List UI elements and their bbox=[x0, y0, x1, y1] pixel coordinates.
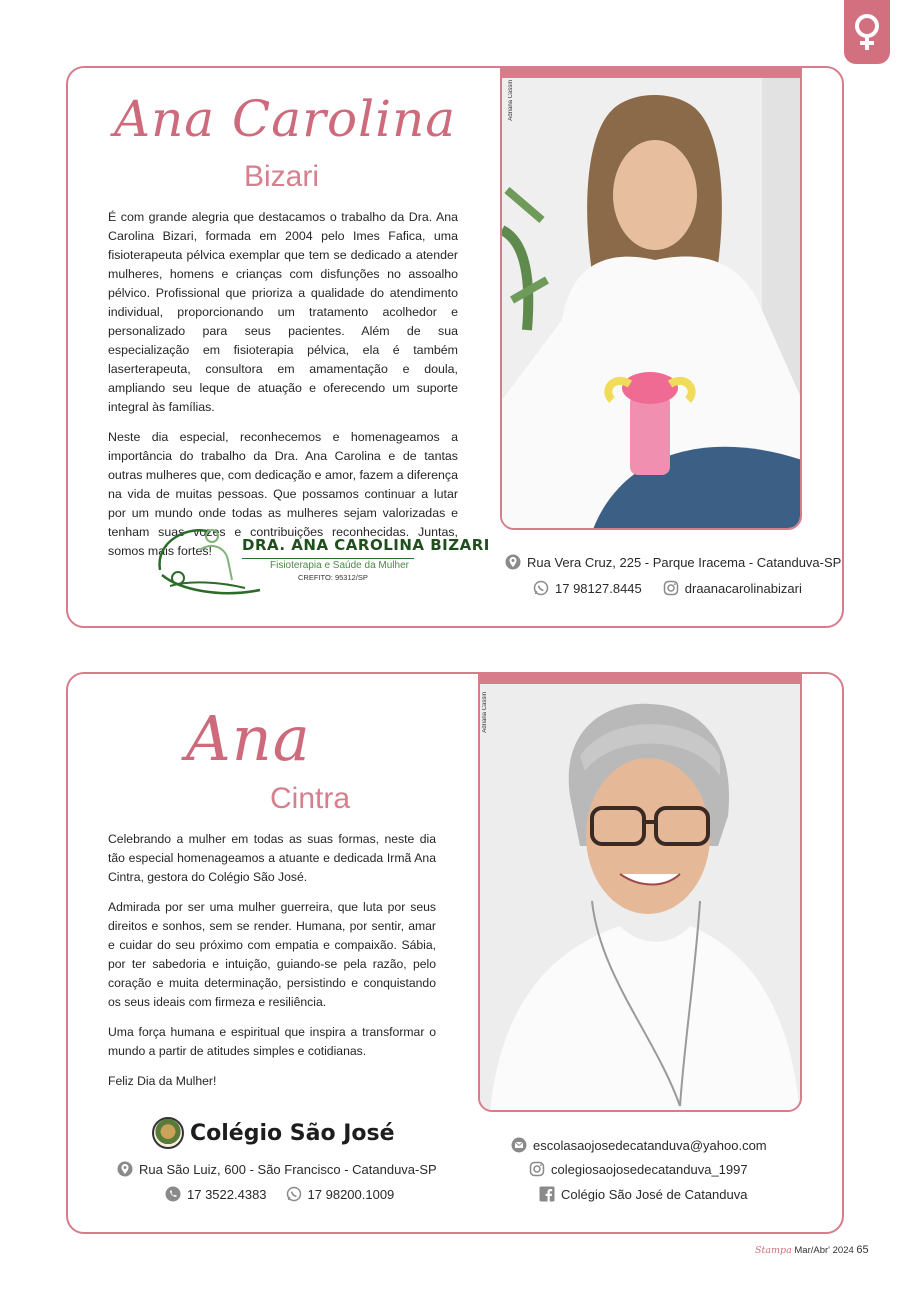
phone-text-1[interactable]: 17 3522.4383 bbox=[187, 1186, 267, 1202]
instagram-icon bbox=[662, 579, 680, 597]
photo-credit: Adriana Cassin bbox=[508, 80, 514, 121]
facebook-line bbox=[538, 1185, 747, 1203]
last-name: Cintra bbox=[270, 782, 351, 815]
address-text: Rua São Luiz, 600 - São Francisco - Catanduva-SP bbox=[139, 1161, 437, 1177]
email-text[interactable]: escolasaojosedecatanduva@yahoo.com bbox=[533, 1137, 767, 1153]
instagram-line bbox=[528, 1160, 748, 1178]
paragraph: Feliz Dia da Mulher! bbox=[108, 1074, 217, 1088]
female-symbol-tab bbox=[844, 0, 890, 64]
issue-label: Mar/Abr' 2024 bbox=[794, 1245, 854, 1256]
page-footer bbox=[755, 1244, 869, 1256]
logo-mark-icon bbox=[150, 520, 270, 600]
phone-text[interactable]: 17 98127.8445 bbox=[555, 580, 642, 596]
address-line bbox=[116, 1160, 437, 1178]
first-name-script: Ana Carolina bbox=[114, 90, 457, 148]
address-text: Rua Vera Cruz, 225 - Parque Iracema - Catanduva-SP bbox=[527, 554, 842, 570]
body-text bbox=[108, 208, 458, 572]
logo-tagline: Fisioterapia e Saúde da Mulher bbox=[270, 560, 409, 571]
paragraph: Neste dia especial, reconhecemos e homenageamos a importância do trabalho da Dra. Ana Carolina e de tantas outras mulheres que, com dedicação e amor, fazem a diferença na vida de muitas pessoas. Que possamos continuar a lutar por um mundo onde todas as mulheres sejam valorizadas e tenham suas vozes e contribuições reconhecidas. Juntas, somos mais fortes! bbox=[108, 430, 458, 558]
logo-crefito: CREFITO: 95312/SP bbox=[298, 573, 368, 582]
body-text bbox=[108, 830, 436, 1102]
phone-line bbox=[164, 1185, 394, 1203]
logo-divider bbox=[242, 558, 414, 559]
address-line bbox=[504, 553, 841, 571]
magazine-brand: Stampa bbox=[755, 1245, 792, 1256]
facebook-icon bbox=[538, 1185, 556, 1203]
first-name-script: Ana bbox=[186, 702, 311, 775]
location-pin-icon bbox=[116, 1160, 134, 1178]
phone-icon bbox=[164, 1185, 182, 1203]
phone-text-2[interactable]: 17 98200.1009 bbox=[307, 1186, 395, 1202]
paragraph: Admirada por ser uma mulher guerreira, que luta por seus direitos e sonhos, sem se render. Humana, por sentir, amar e cuidar do seu próximo com empatia e compaixão. Sábia, por ter sabedoria e intuição, guiando-se pela razão, pelo coração e muita determinação, persistindo e conquistando os seus ideais com firmeza e resiliência. bbox=[108, 900, 436, 1009]
phone-line bbox=[532, 579, 802, 597]
portrait-photo bbox=[500, 68, 802, 530]
school-logo bbox=[152, 1116, 395, 1150]
clinic-logo bbox=[150, 520, 490, 600]
school-name: Colégio São José bbox=[190, 1120, 395, 1146]
profile-card-ana-carolina bbox=[66, 66, 844, 628]
email-line bbox=[510, 1136, 767, 1154]
portrait-illustration bbox=[480, 676, 802, 1112]
email-icon bbox=[510, 1136, 528, 1154]
portrait-illustration bbox=[502, 70, 802, 530]
paragraph: Celebrando a mulher em todas as suas formas, neste dia tão especial homenageamos a atuante e dedicada Irmã Ana Cintra, gestora do Colégio São José. bbox=[108, 832, 436, 884]
facebook-page[interactable]: Colégio São José de Catanduva bbox=[561, 1186, 748, 1202]
saint-emblem-icon bbox=[152, 1117, 184, 1149]
profile-card-ana-cintra bbox=[66, 672, 844, 1234]
photo-credit: Adriana Cassin bbox=[482, 692, 488, 733]
last-name: Bizari bbox=[244, 160, 320, 193]
instagram-icon bbox=[528, 1160, 546, 1178]
whatsapp-icon bbox=[285, 1185, 303, 1203]
paragraph: É com grande alegria que destacamos o trabalho da Dra. Ana Carolina Bizari, formada em 2004 pelo Imes Fafica, uma fisioterapeuta pélvica exemplar que tem se dedicado a atender mulheres, homens e crianças com disfunções no assoalho pélvico. Profissional que prioriza a qualidade do atendimento individual, proporcionando um tratamento acolhedor e personalizado para seus pacientes. Além de sua especialização em fisioterapia pélvica, ela é também laserterapeuta, consultora em amamentação e doula, ampliando seu leque de atuação e oferecendo um suporte integral às famílias. bbox=[108, 210, 458, 414]
instagram-handle[interactable]: colegiosaojosedecatanduva_1997 bbox=[551, 1161, 748, 1177]
location-pin-icon bbox=[504, 553, 522, 571]
page-number: 65 bbox=[856, 1244, 869, 1256]
instagram-handle[interactable]: draanacarolinabizari bbox=[684, 580, 802, 596]
whatsapp-icon bbox=[532, 579, 550, 597]
logo-name: DRA. ANA CAROLINA BIZARI bbox=[242, 536, 490, 554]
portrait-photo bbox=[478, 674, 802, 1112]
female-symbol-icon bbox=[852, 12, 882, 52]
paragraph: Uma força humana e espiritual que inspira a transformar o mundo a partir de atitudes simples e cotidianas. bbox=[108, 1025, 436, 1058]
